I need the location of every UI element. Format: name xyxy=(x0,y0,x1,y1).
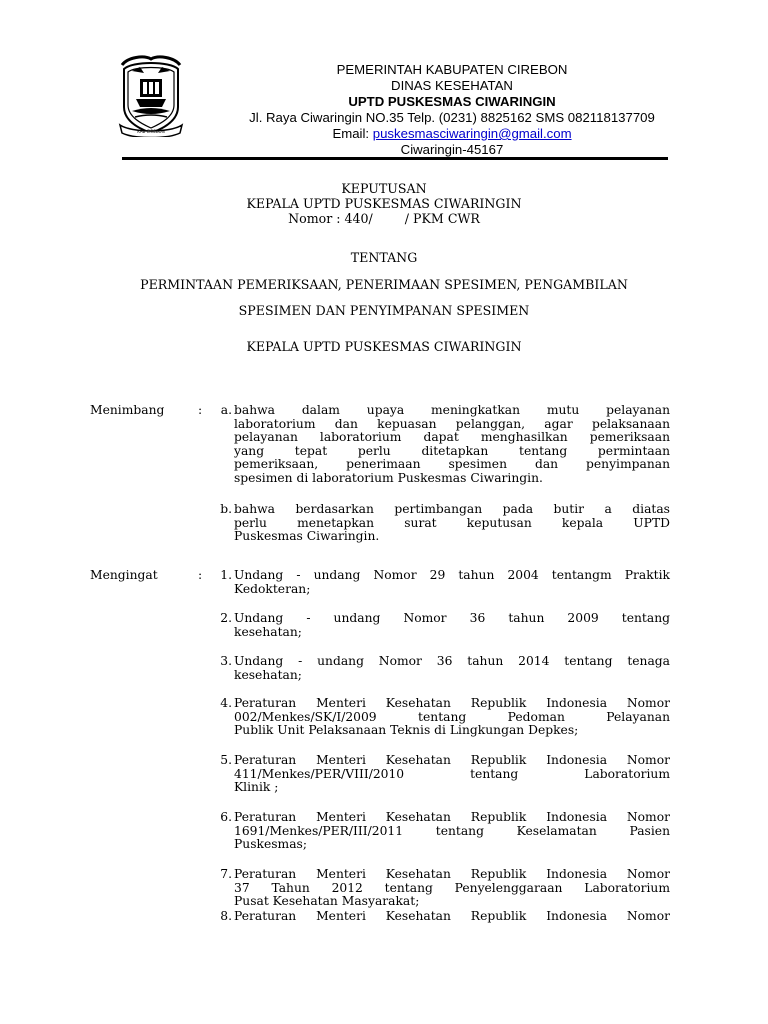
item-text xyxy=(234,569,670,596)
menimbang-label: Menimbang xyxy=(90,403,165,417)
item-text xyxy=(234,503,670,544)
letterhead-text xyxy=(190,62,714,158)
item-line: spesimen di laboratorium Puskesmas Ciwaringin. xyxy=(234,470,543,485)
item-line: Peraturan Menteri Kesehatan Republik Indonesia Nomor xyxy=(234,696,670,710)
item-line: kesehatan; xyxy=(234,667,302,682)
unit-name: UPTD PUSKESMAS CIWARINGIN xyxy=(348,94,556,109)
item-text xyxy=(234,612,670,639)
email-label: Email: xyxy=(332,126,373,141)
item-line: pelayanan laboratorium dapat menghasilkan pemeriksaan xyxy=(234,430,670,445)
item-number: 4. xyxy=(220,696,232,710)
item-text xyxy=(234,697,670,738)
item-line: laboratorium dan kepuasan pelanggan, agar pelaksanaan xyxy=(234,416,670,431)
item-line: Puskesmas Ciwaringin. xyxy=(234,529,380,544)
email-link[interactable]: puskesmasciwaringin@gmail.com xyxy=(372,126,572,141)
mengingat-label: Mengingat xyxy=(90,568,158,582)
item-line: Peraturan Menteri Kesehatan Republik Indonesia Nomor xyxy=(234,867,670,881)
item-line: kesehatan; xyxy=(234,624,302,639)
decree-subject-line-1: PERMINTAAN PEMERIKSAAN, PENERIMAAN SPESIMEN, PENGAMBILAN xyxy=(140,277,628,292)
item-number: 3. xyxy=(220,654,232,668)
postal-code: Ciwaringin-45167 xyxy=(400,142,504,157)
item-text xyxy=(234,868,670,909)
decree-authority: KEPALA UPTD PUSKESMAS CIWARINGIN xyxy=(246,339,522,354)
email-line xyxy=(190,126,714,142)
mengingat-colon: : xyxy=(198,568,203,582)
item-number: 8. xyxy=(220,909,232,923)
item-line: bahwa dalam upaya meningkatkan mutu pelayanan xyxy=(234,403,670,417)
government-name: PEMERINTAH KABUPATEN CIREBON xyxy=(336,62,568,77)
letterhead-divider xyxy=(122,157,668,160)
item-line: yang tepat perlu ditetapkan tentang permintaan xyxy=(234,443,670,458)
item-number: 2. xyxy=(220,611,232,625)
decree-number: Nomor : 440/ / PKM CWR xyxy=(288,211,480,226)
item-text xyxy=(234,655,670,682)
item-text xyxy=(234,754,670,795)
decree-issuer: KEPALA UPTD PUSKESMAS CIWARINGIN xyxy=(246,196,522,211)
item-line: 411/Menkes/PER/VIII/2010 tentang Laboratorium xyxy=(234,766,670,781)
department-name: DINAS KESEHATAN xyxy=(391,78,513,93)
item-line: Kedokteran; xyxy=(234,581,311,596)
tentang-label: TENTANG xyxy=(350,250,418,265)
item-number: 7. xyxy=(220,867,232,881)
item-number: 5. xyxy=(220,753,232,767)
item-line: Puskesmas; xyxy=(234,837,307,852)
item-text xyxy=(234,811,670,852)
item-number: 6. xyxy=(220,810,232,824)
item-line: Undang - undang Nomor 29 tahun 2004 tentangm Praktik xyxy=(234,568,670,582)
item-line: Peraturan Menteri Kesehatan Republik Indonesia Nomor xyxy=(234,909,670,923)
item-line: Undang - undang Nomor 36 tahun 2009 tentang xyxy=(234,611,670,625)
item-line: Pusat Kesehatan Masyarakat; xyxy=(234,894,420,909)
item-line: 37 Tahun 2012 tentang Penyelenggaraan Laboratorium xyxy=(234,880,670,895)
decree-subject-line-2: SPESIMEN DAN PENYIMPANAN SPESIMEN xyxy=(238,303,530,318)
item-line: Peraturan Menteri Kesehatan Republik Indonesia Nomor xyxy=(234,753,670,767)
item-line: Klinik ; xyxy=(234,780,279,795)
item-line: perlu menetapkan surat keputusan kepala UPTD xyxy=(234,515,670,530)
item-line: Publik Unit Pelaksanaan Teknis di Lingkungan Depkes; xyxy=(234,723,579,738)
item-line: Peraturan Menteri Kesehatan Republik Indonesia Nomor xyxy=(234,810,670,824)
item-line: Undang - undang Nomor 36 tahun 2014 tentang tenaga xyxy=(234,654,670,668)
item-text xyxy=(234,404,670,486)
menimbang-colon: : xyxy=(198,403,203,417)
item-line: pemeriksaan, penerimaan spesimen dan penyimpanan xyxy=(234,457,670,472)
item-number: a. xyxy=(220,403,232,417)
address: Jl. Raya Ciwaringin NO.35 Telp. (0231) 8825162 SMS 082118137709 xyxy=(249,110,655,125)
item-number: 1. xyxy=(220,568,232,582)
item-number: b. xyxy=(220,502,232,516)
decree-title: KEPUTUSAN xyxy=(341,181,427,196)
item-line: 1691/Menkes/PER/III/2011 tentang Keselamatan Pasien xyxy=(234,823,670,838)
decree-subject xyxy=(0,272,768,324)
item-text xyxy=(234,910,670,924)
item-line: bahwa berdasarkan pertimbangan pada butir a diatas xyxy=(234,502,670,516)
item-line: 002/Menkes/SK/I/2009 tentang Pedoman Pelayanan xyxy=(234,709,670,724)
svg-text:KAB CIREBON: KAB CIREBON xyxy=(137,129,165,134)
decree-heading xyxy=(0,181,768,226)
cirebon-regency-emblem-icon xyxy=(118,55,184,137)
